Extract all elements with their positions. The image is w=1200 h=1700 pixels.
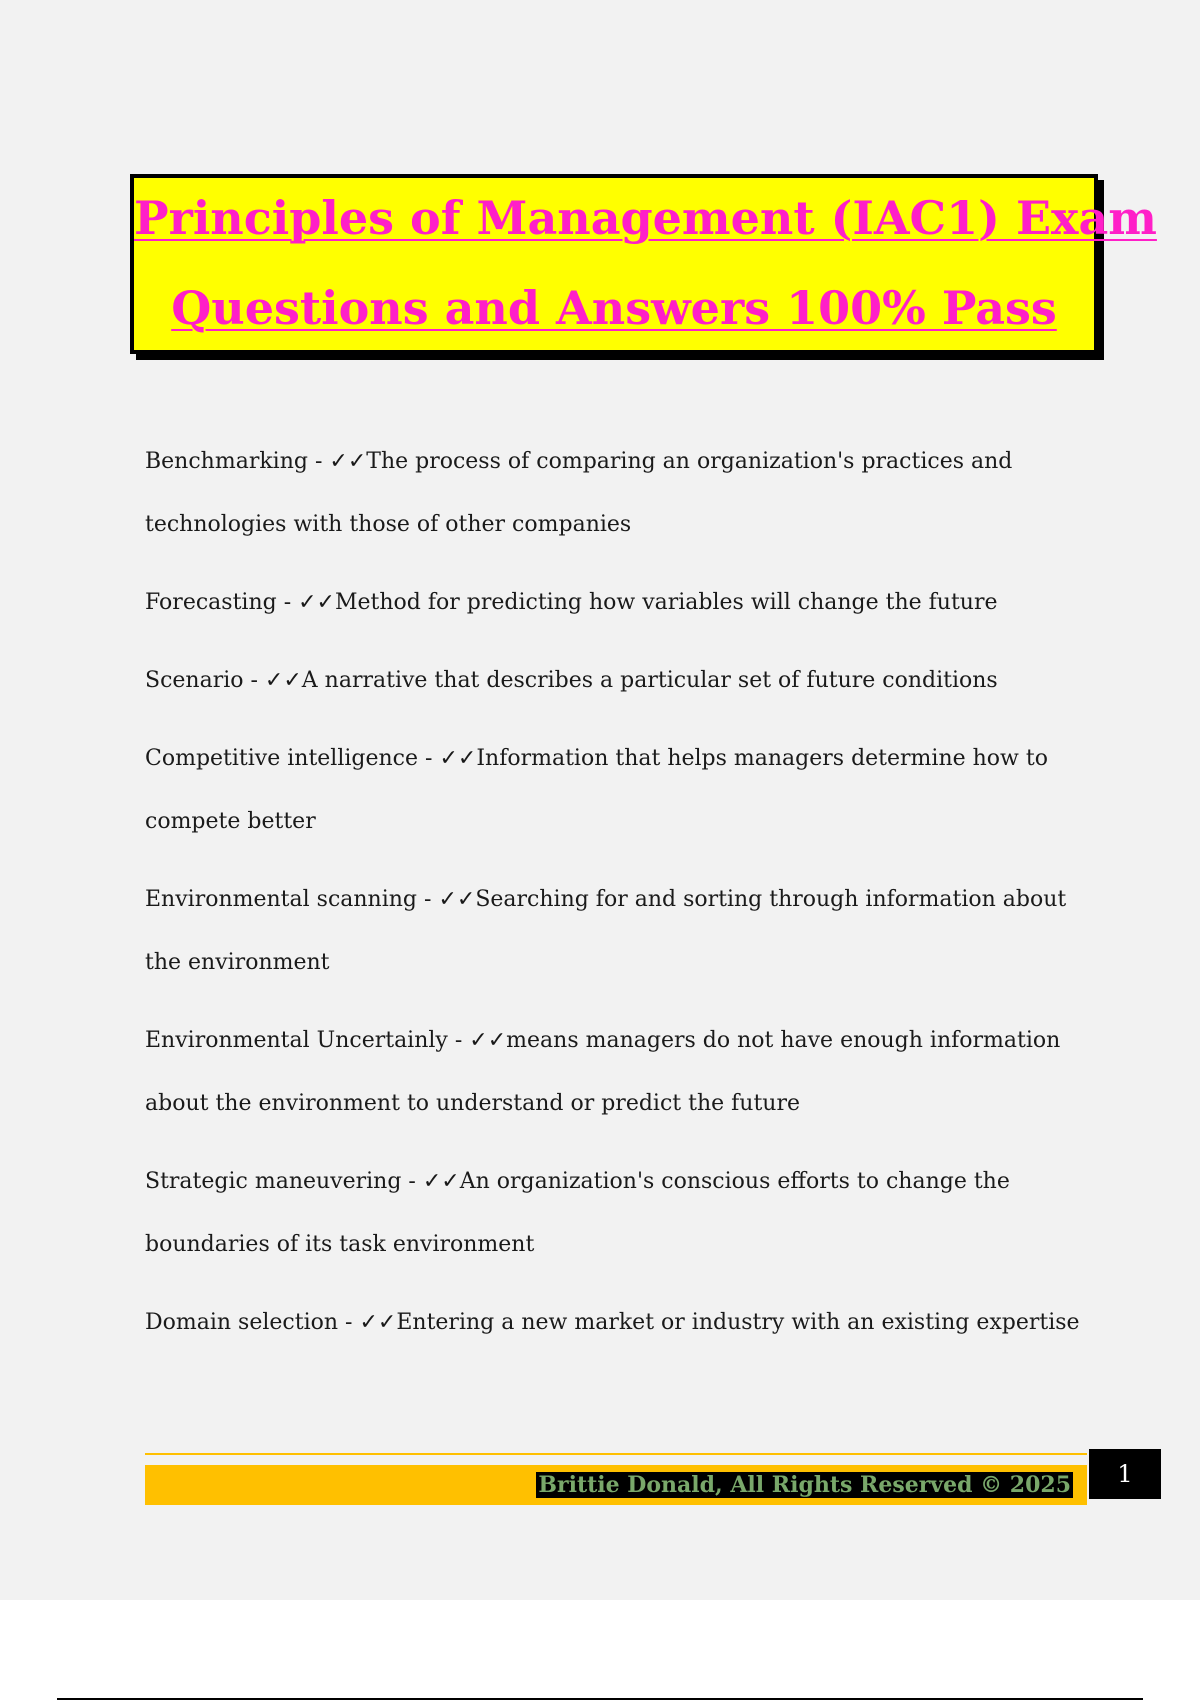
qa-definition: Entering a new market or industry with an existing expertise xyxy=(396,1310,1080,1335)
double-check-icon: ✓✓ xyxy=(264,668,302,693)
qa-definition: Method for predicting how variables will change the future xyxy=(335,590,998,615)
qa-term: Scenario xyxy=(145,668,244,693)
qa-list xyxy=(145,430,1085,1369)
qa-item-forecasting: Forecasting - ✓✓Method for predicting how variables will change the future xyxy=(145,590,998,615)
qa-definition: An organization's conscious efforts to change the boundaries of its task environment xyxy=(145,1169,1010,1257)
qa-term: Strategic maneuvering xyxy=(145,1169,402,1194)
qa-term: Domain selection xyxy=(145,1310,339,1335)
qa-definition: means managers do not have enough information about the environment to understand or predict the future xyxy=(145,1028,1061,1116)
double-check-icon: ✓✓ xyxy=(329,449,367,474)
qa-term: Benchmarking xyxy=(145,449,308,474)
page-title-line-1: Principles of Management (IAC1) Exam xyxy=(134,191,1157,245)
double-check-icon: ✓✓ xyxy=(439,746,477,771)
double-check-icon: ✓✓ xyxy=(438,887,476,912)
title-box xyxy=(130,174,1157,354)
qa-term: Environmental Uncertainly xyxy=(145,1028,448,1053)
qa-item-environmental-uncertainly: Environmental Uncertainly - ✓✓means managers do not have enough information about the environment to understand or predict the future xyxy=(145,1028,1061,1116)
double-check-icon: ✓✓ xyxy=(469,1028,507,1053)
qa-term: Competitive intelligence xyxy=(145,746,419,771)
double-check-icon: ✓✓ xyxy=(359,1310,397,1335)
double-check-icon: ✓✓ xyxy=(422,1169,460,1194)
qa-definition: A narrative that describes a particular set of future conditions xyxy=(301,668,998,693)
page-title-line-2: Questions and Answers 100% Pass xyxy=(171,281,1057,335)
footer-divider xyxy=(145,1453,1087,1455)
qa-item-environmental-scanning: Environmental scanning - ✓✓Searching for and sorting through information about the environment xyxy=(145,887,1067,975)
qa-definition: The process of comparing an organization's practices and technologies with those of other companies xyxy=(145,449,1013,537)
qa-item-competitive-intelligence: Competitive intelligence - ✓✓Information that helps managers determine how to compete better xyxy=(145,746,1048,834)
qa-item-strategic-maneuvering: Strategic maneuvering - ✓✓An organization's conscious efforts to change the boundaries of its task environment xyxy=(145,1169,1010,1257)
double-check-icon: ✓✓ xyxy=(298,590,335,615)
qa-item-scenario: Scenario - ✓✓A narrative that describes a particular set of future conditions xyxy=(145,668,998,693)
page-number: 1 xyxy=(1089,1449,1161,1499)
footer-bar xyxy=(145,1465,1087,1505)
qa-item-domain-selection: Domain selection - ✓✓Entering a new market or industry with an existing expertise xyxy=(145,1310,1080,1335)
footer-copyright: Brittie Donald, All Rights Reserved © 2025 xyxy=(538,1472,1071,1498)
qa-item-benchmarking: Benchmarking - ✓✓The process of comparing an organization's practices and technologies with those of other companies xyxy=(145,449,1013,537)
qa-definition: Searching for and sorting through information about the environment xyxy=(145,887,1067,975)
qa-definition: Information that helps managers determine how to compete better xyxy=(145,746,1048,834)
qa-term: Environmental scanning xyxy=(145,887,418,912)
qa-term: Forecasting xyxy=(145,590,277,615)
